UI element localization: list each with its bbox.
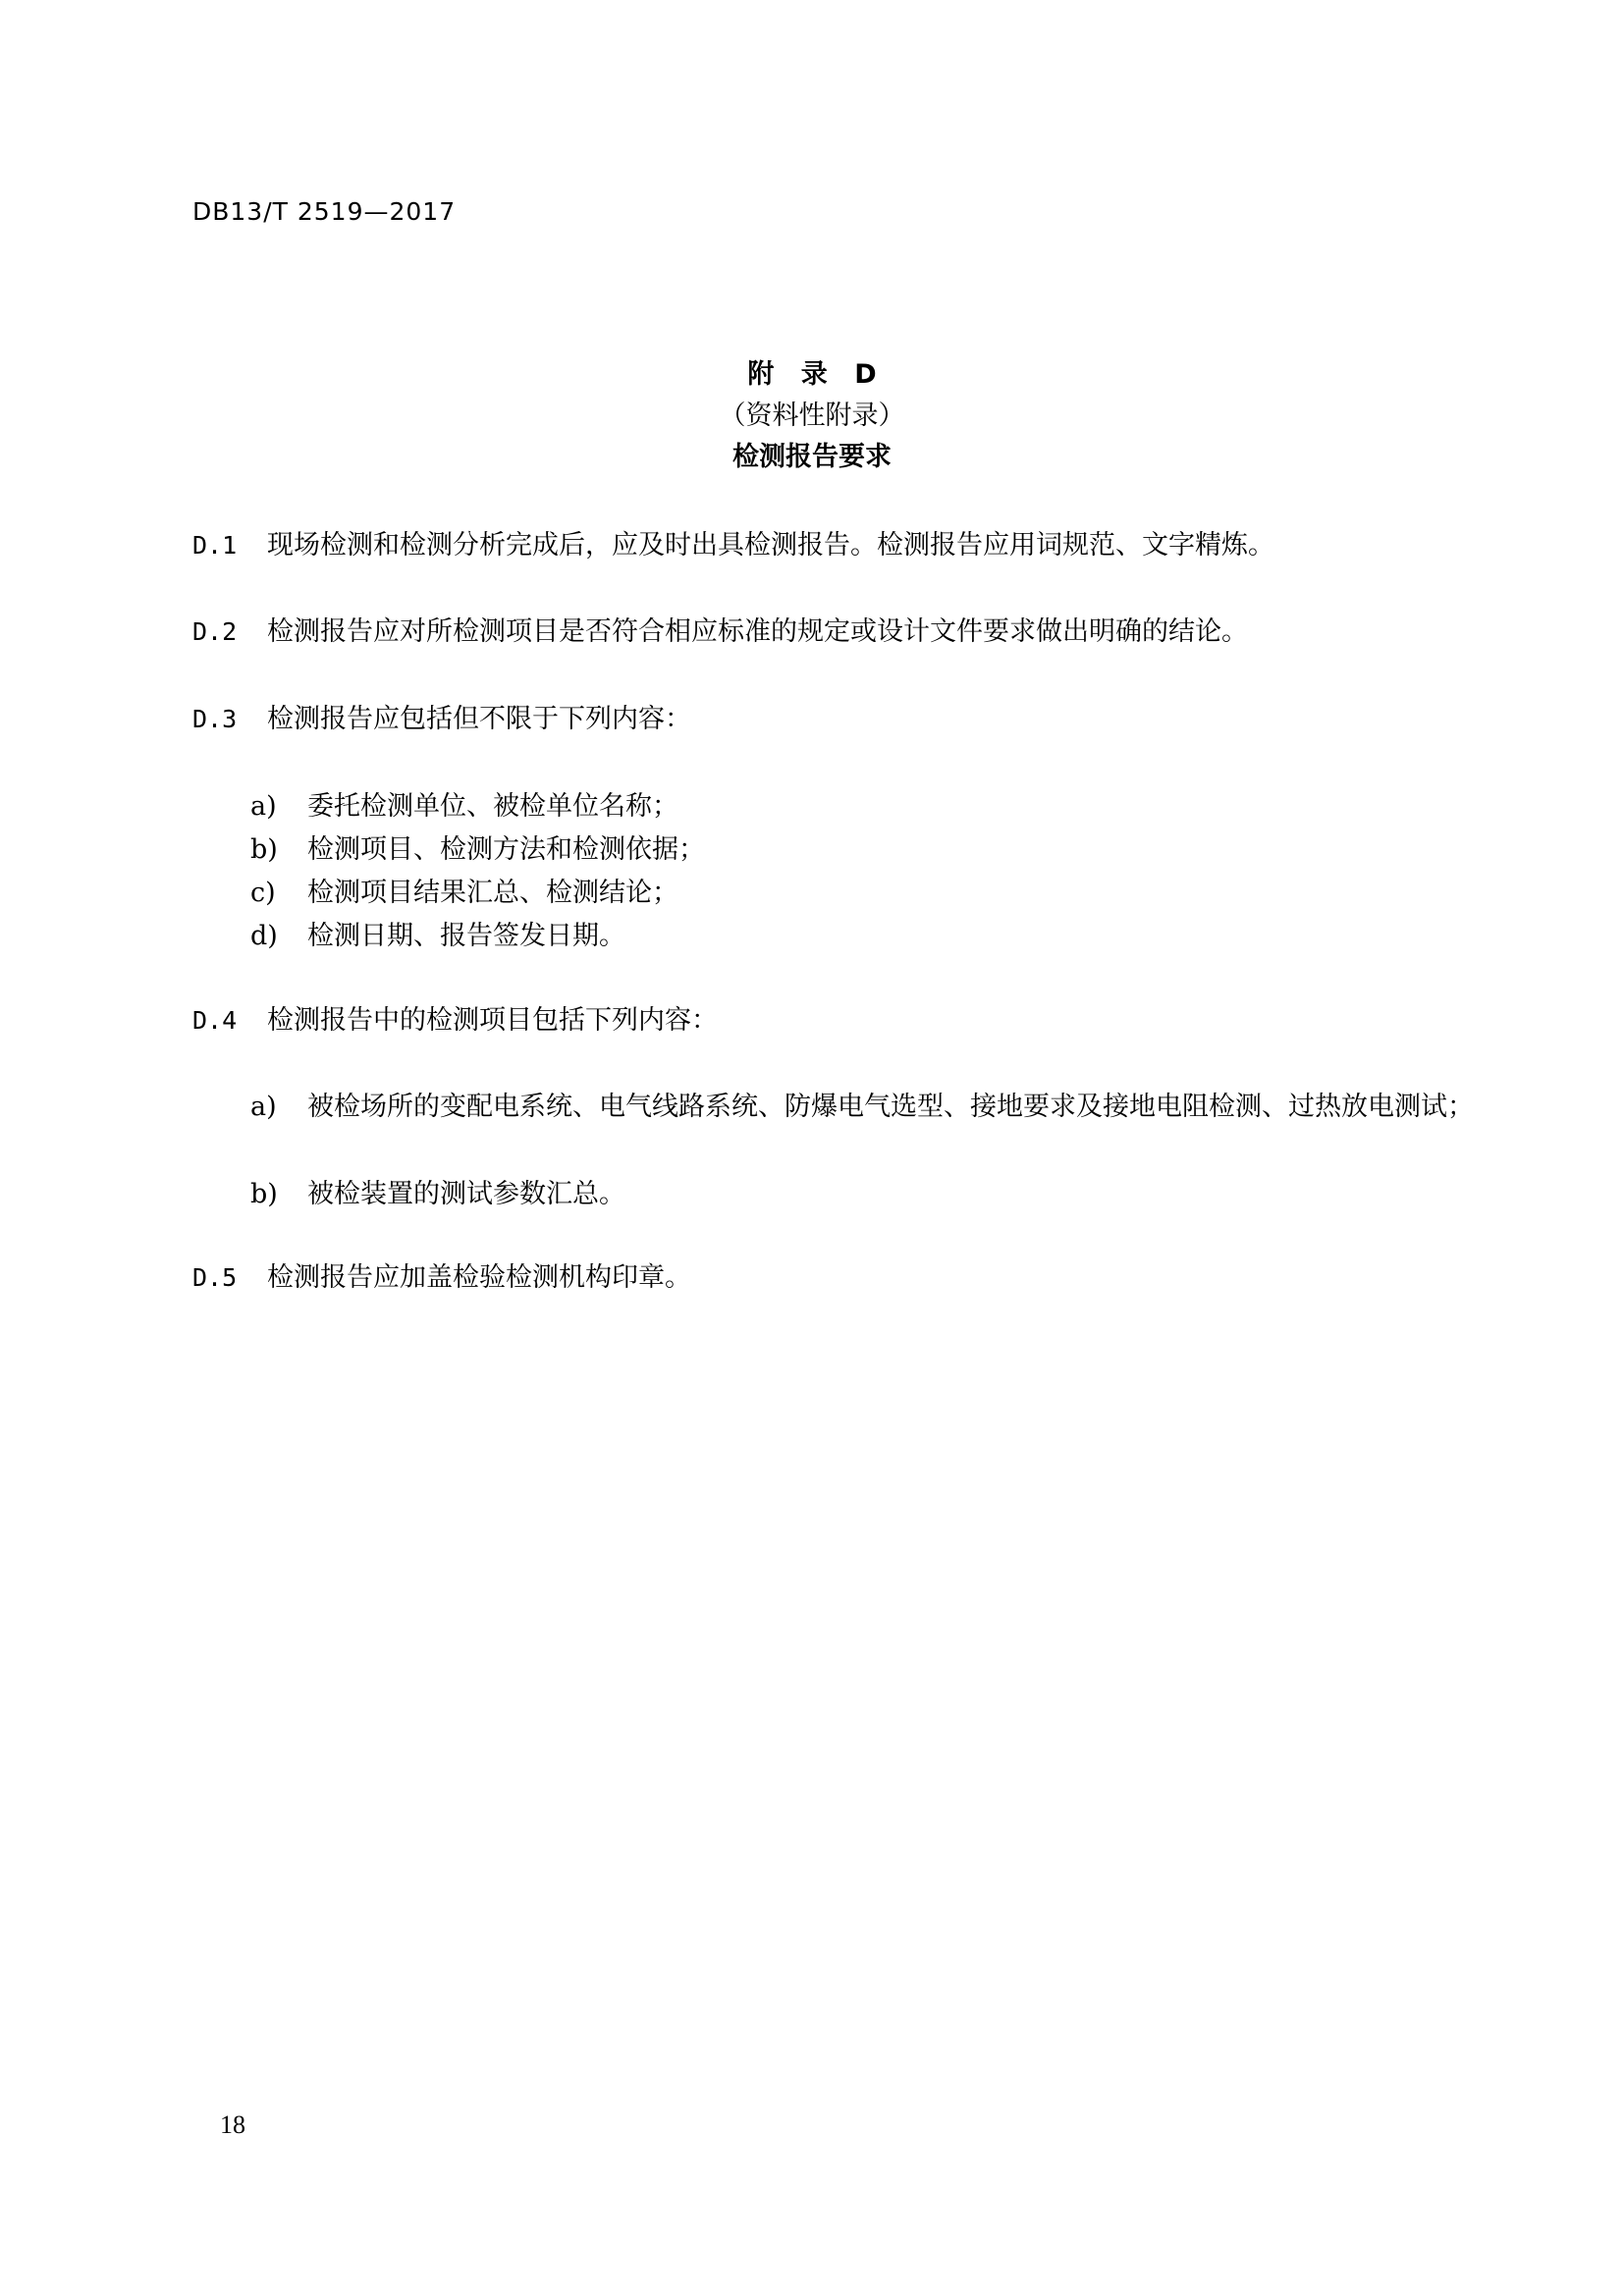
clause-text: 检测报告中的检测项目包括下列内容： [267, 1005, 718, 1036]
clause-d2 [192, 613, 1477, 652]
clause-d4 [192, 1001, 1477, 1041]
appendix-label: 附 录 D [747, 359, 877, 390]
list-item-text: 被检装置的测试参数汇总。 [307, 1179, 625, 1209]
appendix-type: （资料性附录） [719, 400, 905, 431]
list-item-d4-b [250, 1173, 1488, 1216]
clause-number: D.3 [192, 705, 238, 733]
clause-d3 [192, 700, 1477, 739]
appendix-heading: 检测报告要求 [732, 442, 892, 472]
clause-text: 检测报告应加盖检验检测机构印章。 [267, 1262, 691, 1293]
clause-d1 [192, 526, 1477, 565]
clause-text: 现场检测和检测分析完成后，应及时出具检测报告。检测报告应用词规范、文字精炼。 [267, 530, 1274, 561]
clause-number: D.2 [192, 617, 238, 646]
clause-text: 检测报告应包括但不限于下列内容： [267, 704, 691, 734]
list-item-d4-a [250, 1086, 1488, 1129]
list-item-text: 检测项目、检测方法和检测依据； [307, 834, 705, 865]
list-item-d3-c [250, 872, 1488, 915]
list-item-d3-b [250, 828, 1488, 872]
list-marker: b) [250, 834, 278, 865]
list-marker: a) [250, 1092, 277, 1122]
list-marker: a) [250, 791, 277, 822]
clause-number: D.5 [192, 1263, 238, 1292]
list-item-text: 委托检测单位、被检单位名称； [307, 791, 678, 822]
clause-text: 检测报告应对所检测项目是否符合相应标准的规定或设计文件要求做出明确的结论。 [267, 616, 1248, 647]
page-number: 18 [220, 2110, 245, 2139]
list-item-text: 被检场所的变配电系统、电气线路系统、防爆电气选型、接地要求及接地电阻检测、过热放电测试； [307, 1092, 1474, 1122]
list-item-d3-a [250, 785, 1488, 828]
clause-number: D.4 [192, 1006, 238, 1035]
document-code: DB13/T 2519—2017 [192, 197, 457, 226]
list-marker: d) [250, 921, 278, 951]
list-item-text: 检测日期、报告签发日期。 [307, 921, 625, 951]
clause-number: D.1 [192, 531, 238, 560]
clause-d5 [192, 1258, 1477, 1298]
list-item-d3-d [250, 915, 1488, 958]
list-marker: c) [250, 878, 276, 908]
list-marker: b) [250, 1179, 278, 1209]
list-item-text: 检测项目结果汇总、检测结论； [307, 878, 678, 908]
